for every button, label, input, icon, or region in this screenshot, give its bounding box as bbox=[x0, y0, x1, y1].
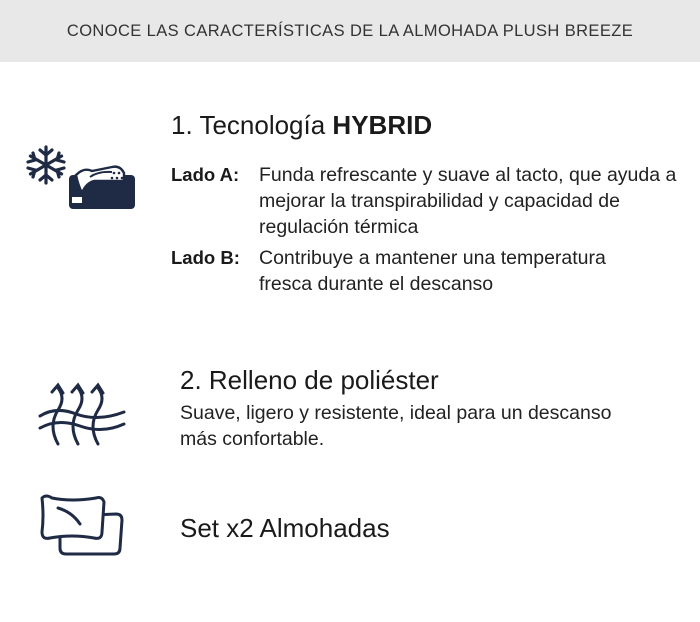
snowflake-pillow-icon bbox=[24, 145, 139, 213]
side-a-label: Lado A: bbox=[171, 164, 240, 185]
side-b-label: Lado B: bbox=[171, 247, 240, 268]
header-title: CONOCE LAS CARACTERÍSTICAS DE LA ALMOHADA PLUSH BREEZE bbox=[66, 21, 634, 40]
feature-polyester-text: Suave, ligero y resistente, ideal para un descanso más confortable. bbox=[180, 402, 612, 450]
feature-set-title: Set x2 Almohadas bbox=[180, 513, 390, 543]
two-pillows-icon bbox=[36, 492, 128, 558]
airflow-fibers-icon bbox=[36, 380, 128, 450]
header-banner bbox=[0, 0, 700, 62]
feature-polyester-title: 2. Relleno de poliéster bbox=[180, 365, 439, 395]
side-a-row bbox=[171, 162, 689, 240]
side-a-text: Funda refrescante y suave al tacto, que ayuda a mejorar la transpirabilidad y capacidad de regulación térmica bbox=[259, 164, 677, 238]
side-b-text: Contribuye a mantener una temperatura fresca durante el descanso bbox=[259, 247, 606, 295]
feature-hybrid-title-bold: HYBRID bbox=[332, 110, 433, 140]
feature-hybrid-title-prefix: 1. Tecnología bbox=[171, 110, 333, 140]
feature-hybrid-title bbox=[171, 110, 432, 141]
side-b-row bbox=[171, 245, 619, 297]
